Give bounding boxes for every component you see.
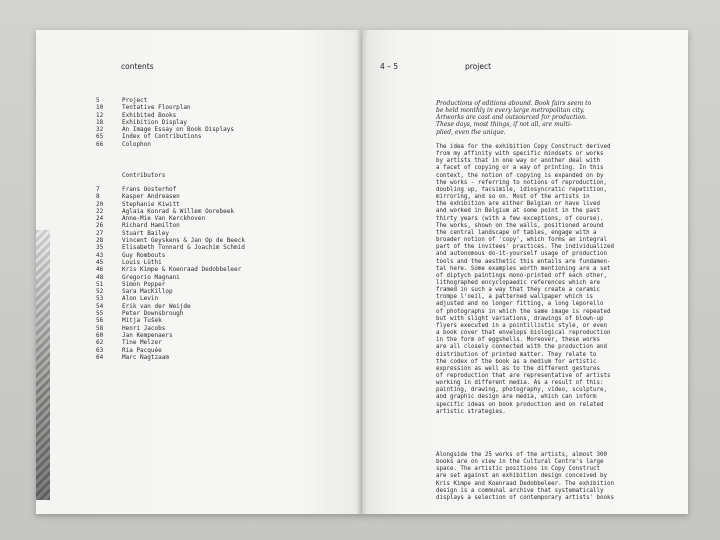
contributor-item [96,244,245,251]
page-ref: 12 [96,111,104,119]
toc-item [96,119,234,126]
entry-label: Alon Levin [122,295,159,303]
text-line: of diptych paintings mono-printed off each other, [436,272,608,279]
text-line: plied, even the unique. [436,128,506,136]
entry-label: Sara MacKillop [122,288,173,296]
page-ref: 32 [96,126,104,134]
entry-label: Ria Pacquée [122,346,162,354]
page-ref: 48 [96,273,104,281]
contributor-item [96,317,245,324]
toc-item [96,133,234,140]
text-line: but with slight variations, drawings of blown-up [436,315,604,322]
text-line: books are on view in the Cultural Centre's large [436,459,604,466]
text-line: Artworks are cast and outsourced for production. [436,114,587,122]
contributor-item [96,347,245,354]
text-line: broader notion of 'copy', which forms an integral [436,237,608,244]
contributor-item [96,230,245,237]
text-line: flyers executed in a pointillistic style, or even [436,322,608,329]
entry-label: Vincent Geyskens & Jan Op de Beeck [122,237,245,245]
text-line: Kris Kimpe and Koenraad Dedobbeleer. The exhibition [436,480,614,487]
contributor-item [96,281,245,288]
text-line: expression as well as to the different gestures [436,365,601,372]
page-ref: 65 [96,133,104,141]
contributor-item [96,274,245,281]
entry-label: Anne-Mie Van Kerckhoven [122,215,206,223]
page-ref: 20 [96,200,104,208]
contributor-item [96,325,245,332]
page-ref: 46 [96,266,104,274]
photo-edge-strip [36,230,50,500]
text-line: tools and the aesthetic this entails are fundamen- [436,258,611,265]
entry-label: Henri Jacobs [122,324,166,332]
text-line: distribution of printed matter. They relate to [436,351,597,358]
entry-label: Marc Nagtzaam [122,353,169,361]
entry-label: Louis Lüthi [122,258,162,266]
entry-label: Exhibition Display [122,118,188,126]
entry-label: Index of Contributions [122,133,202,141]
contributor-item [96,332,245,339]
text-line: from my affinity with specific mindsets or works [436,151,604,158]
page-ref: 52 [96,288,104,296]
entry-label: Colophon [122,140,151,148]
text-line: framed in such a way that they create a ceramic [436,287,601,294]
toc-item [96,141,234,148]
entry-label: Exhibited Books [122,111,177,119]
contributor-item [96,288,245,295]
text-line: the works - referring to notions of reproduction, [436,179,608,186]
intro-paragraph [436,100,670,136]
contributor-item [96,354,245,361]
entry-label: Frans Oosterhof [122,186,177,193]
entry-label: Mitja Tušek [122,317,162,325]
entry-label: Stuart Bailey [122,229,169,237]
contributor-item [96,252,245,259]
page-ref: 10 [96,104,104,112]
contributors-list [96,186,245,361]
text-line: painting, drawing, photography, video, sculpture, [436,387,608,394]
contributor-item [96,295,245,302]
entry-label: Kasper Andreasen [122,193,180,201]
text-line: Productions of editions abound. Book fairs seem to [436,100,592,107]
contributor-item [96,339,245,346]
entry-label: Guy Rombouts [122,251,166,259]
page-ref: 66 [96,140,104,148]
page-ref: 22 [96,207,104,215]
text-line: and autonomous do-it-yourself usage of production [436,251,608,258]
text-line: working in different media. As a result of this: [436,380,604,387]
body-paragraph-2 [436,452,670,502]
text-line: The idea for the exhibition Copy Construct derived [436,144,611,150]
page-ref: 26 [96,222,104,230]
contributor-item [96,266,245,273]
text-line: by artists that in one way or another deal with [436,158,601,165]
entry-label: Aglaia Konrad & Willem Oorebeek [122,207,234,215]
contributor-item [96,259,245,266]
text-line: mirroring, and so on. Most of the artists in [436,194,590,201]
contributor-item [96,193,245,200]
book-gutter [356,30,368,514]
text-line: be held monthly in every large metropolitan city. [436,107,585,115]
contributor-item [96,303,245,310]
text-line: part of the invitees' practices. The individualized [436,244,614,251]
page-ref: 18 [96,118,104,126]
contributor-item [96,222,245,229]
toc-item [96,97,234,104]
text-line: the codex of the book as a medium for artistic [436,358,597,365]
entry-label: Stephanie Kiwitt [122,200,180,208]
page-ref: 27 [96,229,104,237]
entry-label: Elisabeth Tonnard & Joachim Schmid [122,244,245,252]
toc-item [96,126,234,133]
text-line: are set against an exhibition design conceived by [436,473,608,480]
page-ref: 56 [96,317,104,325]
text-line: displays a selection of contemporary artists' books [436,494,614,501]
project-heading: project [465,62,492,71]
page-ref: 55 [96,310,104,318]
text-line: These days, most things, if not all, are multi- [436,121,572,129]
text-line: lithographed encyclopaedic references which are [436,279,601,286]
contributor-item [96,186,245,193]
page-ref: 62 [96,339,104,347]
text-line: the exhibition are either Belgian or have lived [436,201,601,208]
entry-label: Richard Hamilton [122,222,180,230]
page-number: 4 – 5 [380,62,399,71]
body-paragraph-1 [436,144,670,416]
text-line: space. The artistic positions in Copy Construct [436,466,601,473]
text-line: specific ideas on book production and on related [436,401,604,408]
page-ref: 53 [96,295,104,303]
toc-item [96,112,234,119]
entry-label: Simon Popper [122,280,166,288]
page-ref: 58 [96,324,104,332]
text-line: thirty years (with a few exceptions, of course). [436,215,604,222]
page-ref: 8 [96,193,100,201]
page-ref: 5 [96,97,100,104]
entry-label: Gregorio Magnani [122,273,180,281]
entry-label: Peter Downsbrough [122,310,184,318]
text-line: a facet of copying or a way of printing. In this [436,165,604,172]
page-ref: 24 [96,215,104,223]
page-ref: 45 [96,258,104,266]
page-ref: 51 [96,280,104,288]
entry-label: Tentative Floorplan [122,104,191,112]
table-of-contents [96,97,234,148]
page-ref: 43 [96,251,104,259]
text-line: are all closely connected with the production and [436,344,608,351]
text-line: context, the notion of copying is expanded on by [436,172,604,179]
text-line: The works, shown on the walls, positioned around [436,222,604,229]
text-line: of reproduction that are representative of artists [436,373,611,379]
contributors-heading: Contributors [122,172,166,179]
page-ref: 63 [96,346,104,354]
contributor-item [96,310,245,317]
toc-item [96,104,234,111]
text-line: trompe l'oeil, a patterned wallpaper which is [436,294,594,301]
contributor-item [96,201,245,208]
text-line: doubling up, facsimile, idiosyncratic repetition, [436,186,608,193]
contents-heading: contents [121,62,154,71]
text-line: design is a communal archive that systematically [436,487,604,494]
entry-label: Project [122,97,148,104]
entry-label: An Image Essay on Book Displays [122,126,234,134]
text-line: Alongside the 25 works of the artists, almost 300 [436,452,608,458]
text-line: in the form of eggshells. Moreover, these works [436,337,601,344]
entry-label: Jan Kempenaers [122,331,173,339]
text-line: the central landscape of tables, engage with a [436,229,597,236]
text-line: artistic strategies. [436,408,506,415]
page-ref: 7 [96,186,100,193]
text-line: adjusted and no longer fitting, a long leporello [436,301,604,308]
text-line: a book cover that envelops biological reproduction [436,330,611,337]
page-ref: 28 [96,237,104,245]
text-line: of photographs in which the same image is repeated [436,308,611,315]
page-ref: 35 [96,244,104,252]
contributor-item [96,215,245,222]
text-line: tal here. Some examples worth mentioning are a set [436,265,611,272]
entry-label: Kris Kimpe & Koenraad Dedobbeleer [122,266,242,274]
page-ref: 64 [96,353,104,361]
entry-label: Tine Melzer [122,339,162,347]
text-line: and worked in Belgium at some point in the past [436,208,601,215]
page-ref: 60 [96,331,104,339]
page-ref: 54 [96,302,104,310]
contributor-item [96,237,245,244]
contributor-item [96,208,245,215]
entry-label: Erik van der Weijde [122,302,191,310]
text-line: and graphic design are media, which can inform [436,394,597,401]
